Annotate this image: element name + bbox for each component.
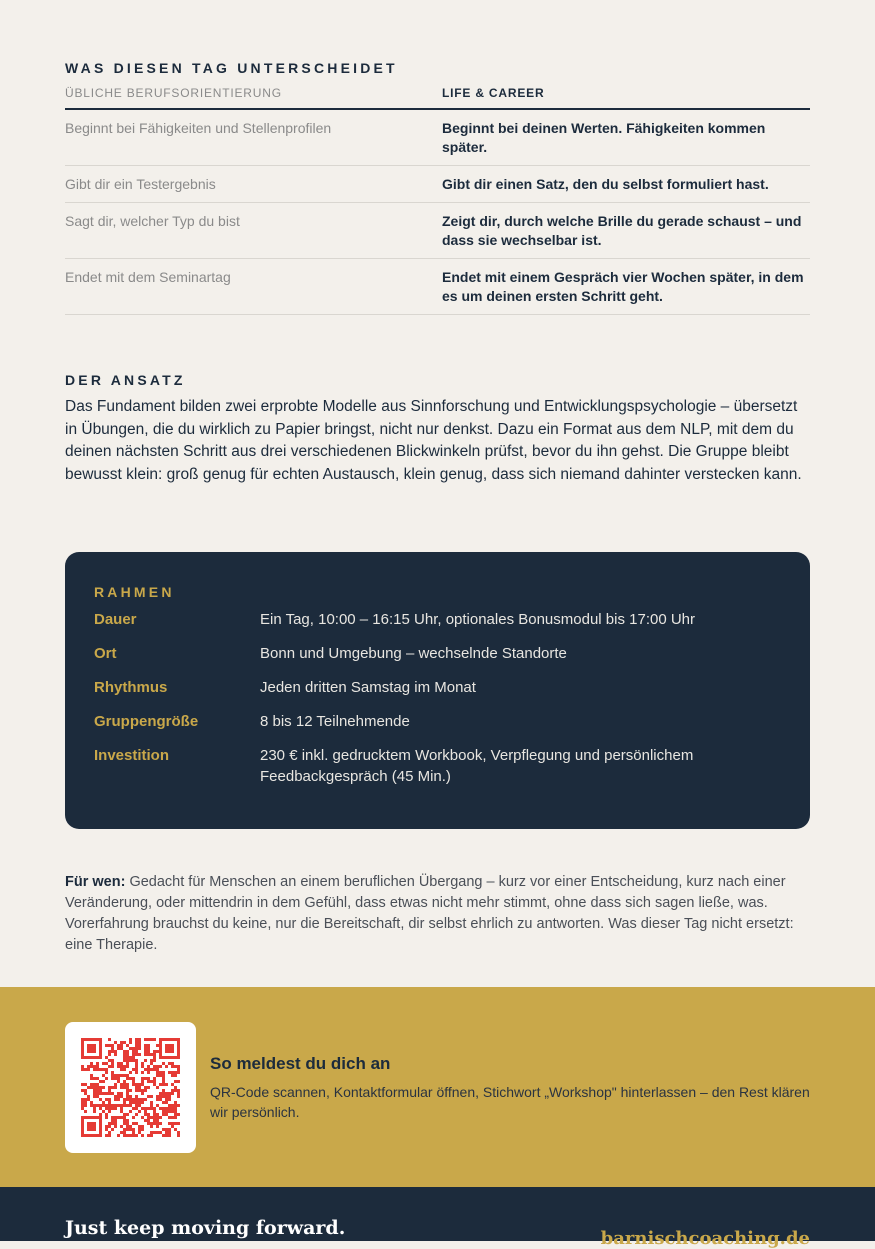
- comparison-header: [65, 86, 810, 110]
- frame-box: [65, 552, 810, 829]
- footer-slogan: Just keep moving forward.: [65, 1217, 346, 1239]
- frame-key: Dauer: [94, 611, 137, 628]
- qr-code-card[interactable]: [65, 1022, 196, 1153]
- frame-title: RAHMEN: [94, 584, 175, 600]
- row-right: Gibt dir einen Satz, den du selbst formuliert hast.: [442, 176, 769, 192]
- comparison-title: WAS DIESEN TAG UNTERSCHEIDET: [65, 60, 398, 76]
- approach-title: DER ANSATZ: [65, 372, 186, 388]
- row-left: Endet mit dem Seminartag: [65, 269, 231, 285]
- frame-row: [94, 745, 781, 787]
- audience-label: Für wen:: [65, 874, 126, 890]
- frame-value: 8 bis 12 Teilnehmende: [260, 713, 410, 730]
- frame-key: Investition: [94, 747, 170, 764]
- table-row: [65, 203, 810, 259]
- column-header-right: LIFE & CAREER: [442, 86, 545, 100]
- row-left: Gibt dir ein Testergebnis: [65, 176, 216, 192]
- signup-title: So meldest du dich an: [210, 1054, 391, 1073]
- signup-text: [210, 1054, 810, 1122]
- frame-value: 230 € inkl. gedrucktem Workbook, Verpflegung und persönlichem Feedbackgespräch (45 Min.): [260, 747, 694, 785]
- frame-row: [94, 711, 781, 732]
- frame-value: Bonn und Umgebung – wechselnde Standorte: [260, 645, 567, 662]
- frame-row: [94, 677, 781, 698]
- row-left: Beginnt bei Fähigkeiten und Stellenprofilen: [65, 120, 332, 136]
- frame-key: Ort: [94, 645, 117, 662]
- frame-key: Rhythmus: [94, 679, 168, 696]
- approach-section: [65, 372, 810, 486]
- signup-band: [0, 987, 875, 1187]
- signup-description: QR-Code scannen, Kontaktformular öffnen, Stichwort „Workshop" hinterlassen – den Rest klären wir persönlich.: [210, 1084, 810, 1120]
- frame-value: Ein Tag, 10:00 – 16:15 Uhr, optionales Bonusmodul bis 17:00 Uhr: [260, 611, 696, 628]
- table-row: [65, 166, 810, 203]
- table-row: [65, 259, 810, 315]
- row-right: Zeigt dir, durch welche Brille du gerade schaust – und dass sie wechselbar ist.: [442, 213, 802, 248]
- row-right: Beginnt bei deinen Werten. Fähigkeiten kommen später.: [442, 120, 766, 155]
- qr-code-icon[interactable]: [81, 1038, 180, 1137]
- column-header-left: ÜBLICHE BERUFSORIENTIERUNG: [65, 86, 282, 100]
- audience-paragraph: [65, 872, 810, 956]
- row-left: Sagt dir, welcher Typ du bist: [65, 213, 240, 229]
- frame-value: Jeden dritten Samstag im Monat: [260, 679, 476, 696]
- frame-row: [94, 609, 781, 630]
- audience-text: Gedacht für Menschen an einem beruflichen Übergang – kurz vor einer Entscheidung, kurz nach einer Veränderung, oder mittendrin in dem Gefühl, dass etwas nicht mehr stimmt, ohne dass sich sagen ließe, was. Vorerfahrung brauchst du keine, nur die Bereitschaft, dir selbst ehrlich zu antworten. Was dieser Tag nicht ersetzt: eine Therapie.: [65, 874, 794, 953]
- approach-text: Das Fundament bilden zwei erprobte Modelle aus Sinnforschung und Entwicklungspsychologie – übersetzt in Übungen, die du wirklich zu Papier bringst, nicht nur denkst. Dazu ein Format aus dem NLP, mit dem du deinen nächsten Schritt aus drei verschiedenen Blickwinkeln prüfst, bevor du ihn gehst. Die Gruppe bleibt bewusst klein: groß genug für echten Austausch, klein genug, dass sich niemand dahinter verstecken kann.: [65, 398, 802, 483]
- table-row: [65, 110, 810, 166]
- footer: [0, 1187, 875, 1249]
- comparison-section: [65, 60, 810, 315]
- footer-website-link[interactable]: barnischcoaching.de: [600, 1228, 810, 1249]
- frame-key: Gruppengröße: [94, 713, 199, 730]
- row-right: Endet mit einem Gespräch vier Wochen später, in dem es um deinen ersten Schritt geht.: [442, 269, 804, 304]
- frame-row: [94, 643, 781, 664]
